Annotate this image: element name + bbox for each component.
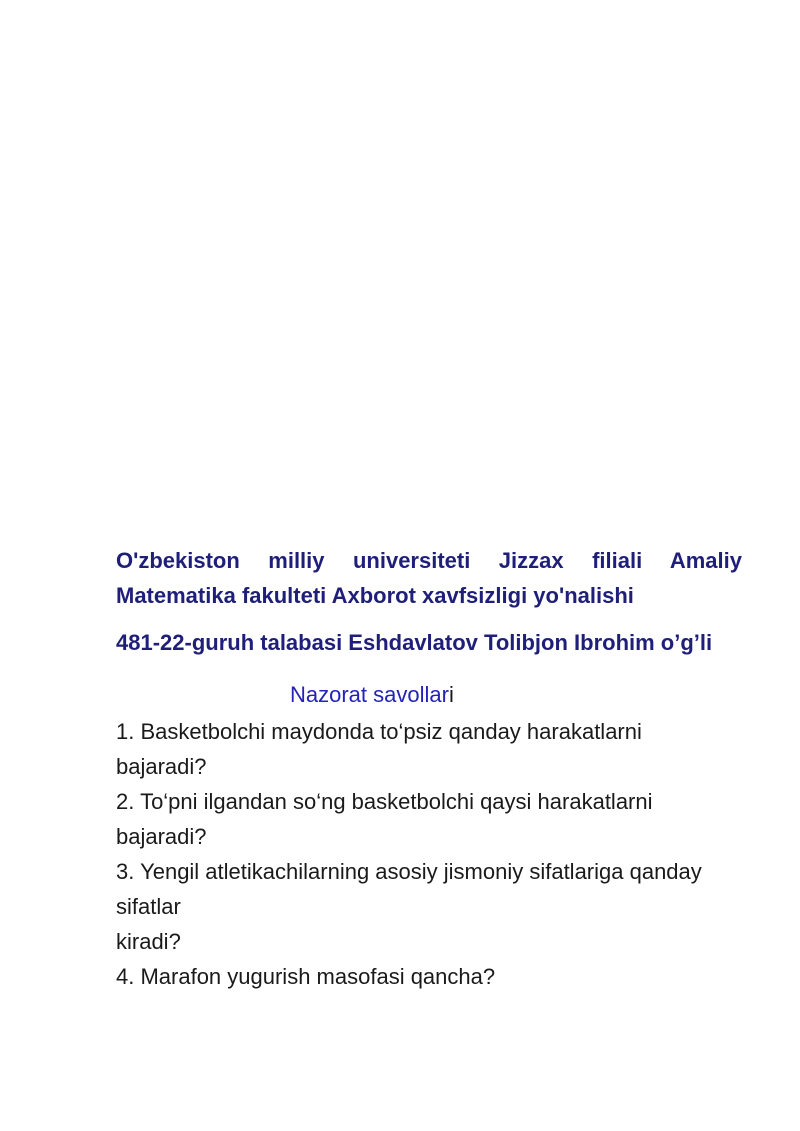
question-item: 1. Basketbolchi maydonda to‘psiz qanday harakatlarni bajaradi? <box>116 719 642 779</box>
question-item: 3. Yengil atletikachilarning asosiy jismoniy sifatlariga qanday sifatlar <box>116 859 702 919</box>
question-item: 4. Marafon yugurish masofasi qancha? <box>116 964 496 989</box>
question-item: 2. To‘pni ilgandan so‘ng basketbolchi qaysi harakatlarni bajaradi? <box>116 789 653 849</box>
section-title-main: Nazorat savollar <box>290 682 449 707</box>
student-heading: 481-22-guruh talabasi Eshdavlatov Tolibjon Ibrohim o’g’li <box>116 630 713 655</box>
university-heading: O'zbekiston milliy universiteti Jizzax filiali Amaliy Matematika fakulteti Axborot xavfsizligi yo'nalishi <box>116 548 742 608</box>
section-title-tail: i <box>448 682 454 707</box>
section-title <box>290 678 742 712</box>
document-content <box>116 543 742 994</box>
question-item: kiradi? <box>116 929 181 954</box>
questions-list <box>116 714 742 994</box>
